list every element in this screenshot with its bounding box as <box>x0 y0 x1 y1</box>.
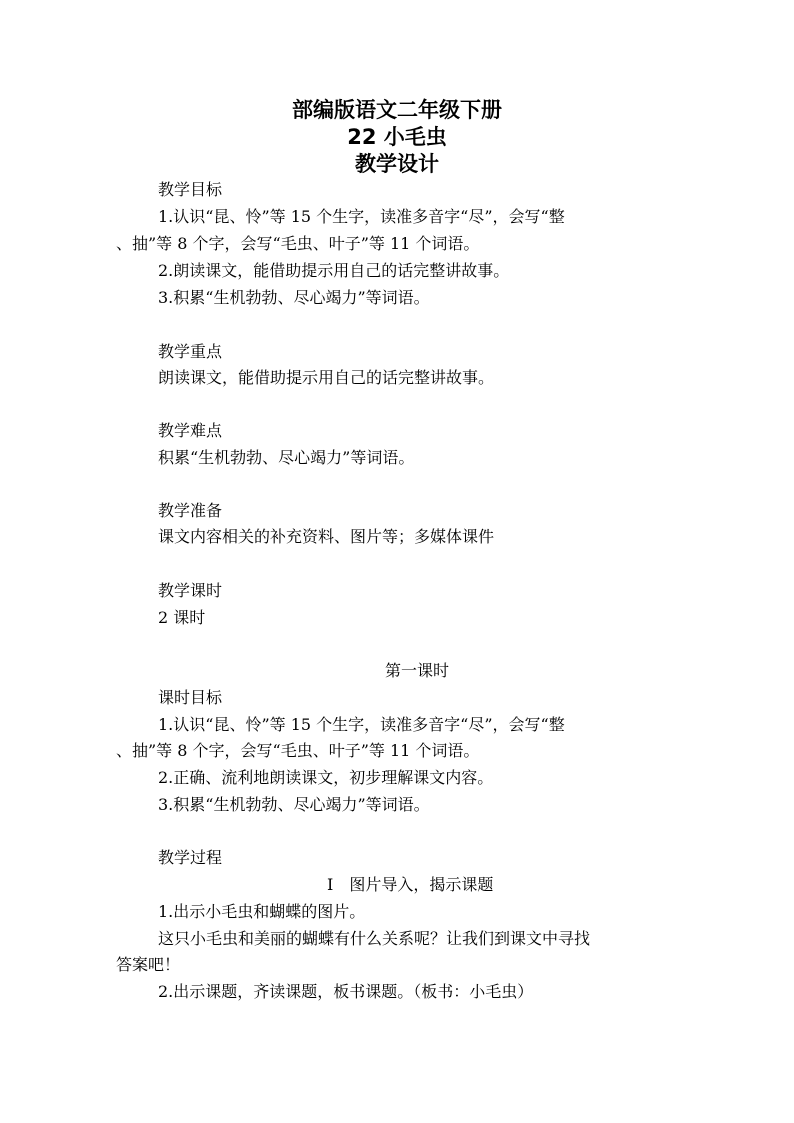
lesson1-goal-item-1: 1.认识“昆、怜”等 15 个生字，读准多音字“尽”，会写“整 <box>158 715 565 734</box>
difficulties-text: 积累“生机勃勃、尽心竭力”等词语。 <box>158 448 415 467</box>
step-1-text: 这只小毛虫和美丽的蝴蝶有什么关系呢？让我们到课文中寻找 <box>158 929 591 948</box>
goal-item-1-cont: 、抽”等 8 个字，会写“毛虫、叶子”等 11 个词语。 <box>116 234 480 253</box>
preparation-text: 课文内容相关的补充资料、图片等；多媒体课件 <box>158 527 495 546</box>
difficulties-heading: 教学难点 <box>158 421 223 440</box>
lesson1-title: 第一课时 <box>384 661 449 680</box>
lesson1-goal-item-1-cont: 、抽”等 8 个字，会写“毛虫、叶子”等 11 个词语。 <box>116 741 480 760</box>
process-heading: 教学过程 <box>158 848 223 867</box>
lesson1-goal-item-2: 2.正确、流利地朗读课文，初步理解课文内容。 <box>158 768 494 787</box>
step-1: 1.出示小毛虫和蝴蝶的图片。 <box>158 902 366 921</box>
goal-item-1: 1.认识“昆、怜”等 15 个生字，读准多音字“尽”，会写“整 <box>158 207 565 226</box>
lesson-title: 22 小毛虫 <box>347 125 447 149</box>
key-points-heading: 教学重点 <box>158 342 223 361</box>
goal-item-3: 3.积累“生机勃勃、尽心竭力”等词语。 <box>158 288 430 307</box>
key-points-text: 朗读课文，能借助提示用自己的话完整讲故事。 <box>158 368 495 387</box>
section-1-title: Ⅰ 图片导入，揭示课题 <box>327 875 494 894</box>
lesson1-goal-item-3: 3.积累“生机勃勃、尽心竭力”等词语。 <box>158 795 430 814</box>
goal-item-2: 2.朗读课文，能借助提示用自己的话完整讲故事。 <box>158 261 510 280</box>
design-title: 教学设计 <box>355 152 439 176</box>
preparation-heading: 教学准备 <box>158 501 223 520</box>
step-2: 2.出示课题，齐读课题，板书课题。（板书：小毛虫） <box>158 982 534 1001</box>
hours-text: 2 课时 <box>158 608 206 627</box>
lesson1-goals-heading: 课时目标 <box>158 688 223 707</box>
document-title: 部编版语文二年级下册 <box>292 98 502 122</box>
step-1-text-cont: 答案吧！ <box>116 955 181 974</box>
hours-heading: 教学课时 <box>158 581 223 600</box>
goals-heading: 教学目标 <box>158 180 223 199</box>
